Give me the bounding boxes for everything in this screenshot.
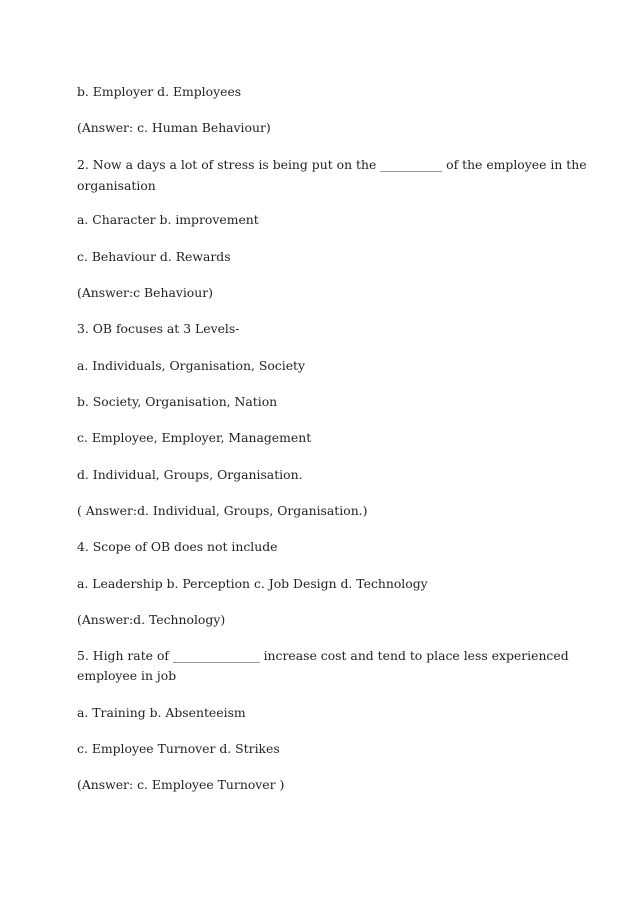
text-line: c. Behaviour d. Rewards [77, 249, 231, 264]
text-line: employee in job [77, 668, 177, 683]
text-line: (Answer: c. Human Behaviour) [77, 120, 271, 135]
text-line: 5. High rate of ______________ increase cost and tend to place less experienced [77, 648, 569, 663]
text-line: (Answer: c. Employee Turnover ) [77, 777, 285, 792]
text-line: c. Employee Turnover d. Strikes [77, 741, 280, 756]
text-line: (Answer:d. Technology) [77, 612, 226, 627]
text-line: b. Society, Organisation, Nation [77, 394, 278, 409]
text-line: a. Training b. Absenteeism [77, 705, 246, 720]
text-line: b. Employer d. Employees [77, 84, 242, 99]
text-line: 2. Now a days a lot of stress is being put on the __________ of the employee in the [77, 157, 587, 172]
text-line: d. Individual, Groups, Organisation. [77, 467, 303, 482]
text-line: (Answer:c Behaviour) [77, 285, 214, 300]
text-line: 3. OB focuses at 3 Levels- [77, 321, 240, 336]
text-line: c. Employee, Employer, Management [77, 430, 312, 445]
text-line: ( Answer:d. Individual, Groups, Organisation.) [77, 503, 368, 518]
text-line: a. Character b. improvement [77, 212, 259, 227]
text-line: organisation [77, 178, 156, 193]
text-line: 4. Scope of OB does not include [77, 539, 278, 554]
text-line: a. Leadership b. Perception c. Job Design d. Technology [77, 576, 428, 591]
text-line: a. Individuals, Organisation, Society [77, 358, 306, 373]
